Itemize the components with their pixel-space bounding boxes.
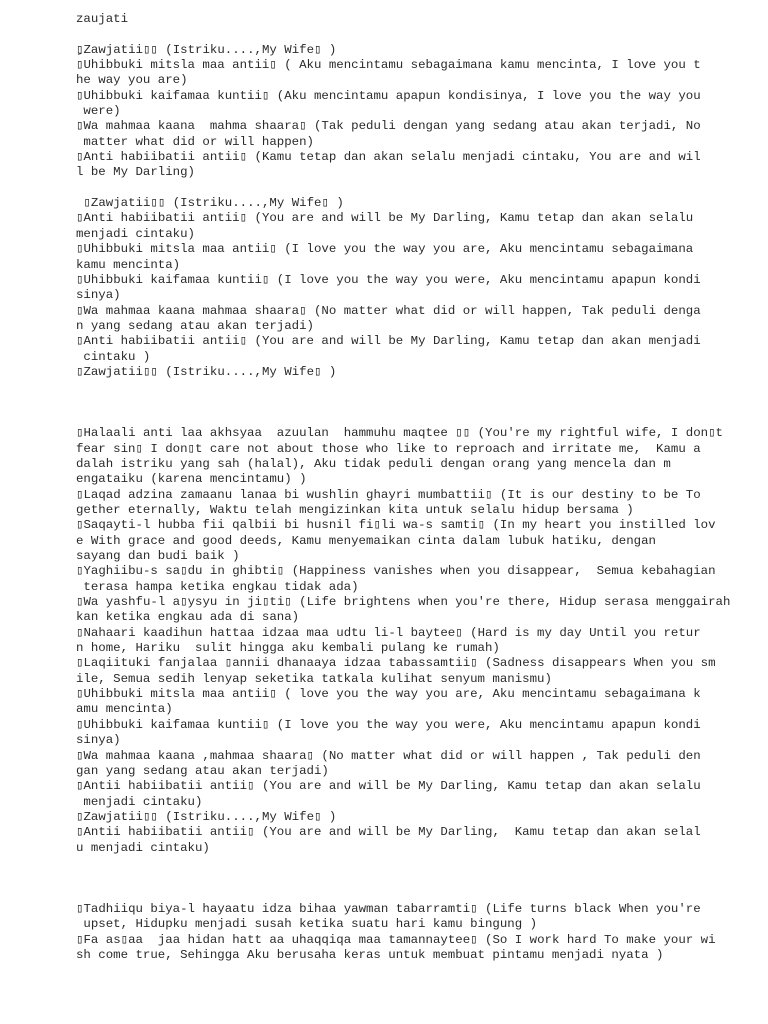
text-line bbox=[76, 411, 716, 426]
text-line: ▯Wa yashfu-l a▯ysyu in ji▯ti▯ (Life brightens when you're there, Hidup serasa menggairah bbox=[76, 595, 731, 610]
text-line: were) bbox=[76, 104, 121, 119]
text-line: ▯Yaghiibu-s sa▯du in ghibti▯ (Happiness vanishes when you disappear, Semua kebahagian bbox=[76, 564, 716, 579]
text-line: ▯Fa as▯aa jaa hidan hatt aa uhaqqiqa maa tamannaytee▯ (So I work hard To make your wi bbox=[76, 932, 716, 947]
text-line: n home, Hariku sulit hingga aku kembali pulang ke rumah) bbox=[76, 641, 500, 656]
text-line: ▯ِZawjatii▯▯ (Istriku....,My Wife▯ ) bbox=[76, 42, 337, 57]
text-line: sinya) bbox=[76, 288, 121, 303]
text-line: ▯Nahaari kaadihun hattaa idzaa maa udtu li-l baytee▯ (Hard is my day Until you retur bbox=[76, 625, 701, 640]
text-line: sayang dan budi baik ) bbox=[76, 549, 240, 564]
text-line bbox=[76, 27, 716, 42]
text-line: ▯Wa mahmaa kaana mahmaa shaara▯ (No matter what did or will happen, Tak peduli denga bbox=[76, 303, 701, 318]
document-page bbox=[76, 12, 731, 963]
text-line: ▯Uhibbuki kaifamaa kuntii▯ (I love you the way you were, Aku mencintamu apapun kondi bbox=[76, 717, 701, 732]
text-line: ▯Anti habiibatii antii▯ (Kamu tetap dan akan selalu menjadi cintaku, You are and wil bbox=[76, 150, 701, 165]
text-line bbox=[76, 380, 716, 395]
text-line: dalah istriku yang sah (halal), Aku tidak peduli dengan orang yang mencela dan m bbox=[76, 456, 671, 471]
text-line bbox=[76, 181, 716, 196]
text-line: ▯Anti habiibatii antii▯ (You are and will be My Darling, Kamu tetap dan akan selalu bbox=[76, 211, 694, 226]
text-line: ▯Laqad adzina zamaanu lanaa bi wushlin ghayri mumbattii▯ (It is our destiny to be To bbox=[76, 487, 701, 502]
text-line: menjadi cintaku) bbox=[76, 794, 203, 809]
text-line: ▯Antii habiibatii antii▯ (You are and will be My Darling, Kamu tetap dan akan selal bbox=[76, 825, 701, 840]
text-line: fear sin▯ I don▯t care not about those who like to reproach and irritate me, Kamu a bbox=[76, 441, 701, 456]
text-line bbox=[76, 856, 716, 871]
text-line: engataiku (karena mencintamu) ) bbox=[76, 472, 307, 487]
text-line: he way you are) bbox=[76, 73, 188, 88]
text-line: ▯Antii habiibatii antii▯ (You are and will be My Darling, Kamu tetap dan akan selalu bbox=[76, 779, 701, 794]
text-line: cintaku ) bbox=[76, 349, 151, 364]
text-line: upset, Hidupku menjadi susah ketika suatu hari kamu bingung ) bbox=[76, 917, 538, 932]
text-line: ▯Wa mahmaa kaana mahma shaara▯ (Tak peduli dengan yang sedang atau akan terjadi, No bbox=[76, 119, 701, 134]
text-line bbox=[76, 887, 716, 902]
text-line: ▯Halaali anti laa akhsyaa azuulan hammuhu maqtee ▯▯ (You're my rightful wife, I don▯t bbox=[76, 426, 723, 441]
text-line: ▯Uhibbuki kaifamaa kuntii▯ (Aku mencintamu apapun kondisinya, I love you the way you bbox=[76, 88, 701, 103]
text-line: kamu mencinta) bbox=[76, 257, 181, 272]
text-line: gan yang sedang atau akan terjadi) bbox=[76, 763, 329, 778]
text-line: ▯Zawjatii▯▯ (Istriku....,My Wife▯ ) bbox=[76, 809, 337, 824]
text-line: ▯Zawjatii▯▯ (Istriku....,My Wife▯ ) bbox=[76, 196, 344, 211]
text-line: kan ketika engkau ada di sana) bbox=[76, 610, 300, 625]
text-line: ▯Wa mahmaa kaana ,mahmaa shaara▯ (No matter what did or will happen , Tak peduli den bbox=[76, 748, 701, 763]
text-line: n yang sedang atau akan terjadi) bbox=[76, 318, 314, 333]
text-line: amu mencinta) bbox=[76, 702, 173, 717]
text-line: e With grace and good deeds, Kamu menyemaikan cinta dalam lubuk hatiku, dengan bbox=[76, 533, 656, 548]
text-line: sinya) bbox=[76, 733, 121, 748]
text-line: ▯Tadhiiqu biya-l hayaatu idza bihaa yawman tabarramti▯ (Life turns black When you're bbox=[76, 901, 701, 916]
text-line bbox=[76, 871, 716, 886]
text-line: sh come true, Sehingga Aku berusaha keras untuk membuat pintamu menjadi nyata ) bbox=[76, 947, 664, 962]
text-line: ▯Uhibbuki mitsla maa antii▯ (I love you the way you are, Aku mencintamu sebagaimana bbox=[76, 242, 694, 257]
text-line: ile, Semua sedih lenyap seketika tatkala kulihat senyum manismu) bbox=[76, 671, 552, 686]
text-line: ▯Uhibbuki mitsla maa antii▯ ( Aku mencintamu sebagaimana kamu mencinta, I love you t bbox=[76, 58, 701, 73]
text-line: zaujati bbox=[76, 12, 129, 26]
text-line: terasa hampa ketika engkau tidak ada) bbox=[76, 579, 359, 594]
text-line: ▯Saqayti-l hubba fii qalbii bi husnil fi▯li wa-s samti▯ (In my heart you instilled lov bbox=[76, 518, 716, 533]
text-line: ▯Uhibbuki kaifamaa kuntii▯ (I love you the way you were, Aku mencintamu apapun kondi bbox=[76, 272, 701, 287]
text-line: ▯Uhibbuki mitsla maa antii▯ ( love you the way you are, Aku mencintamu sebagaimana k bbox=[76, 687, 701, 702]
text-line: menjadi cintaku) bbox=[76, 226, 195, 241]
text-line: u menjadi cintaku) bbox=[76, 840, 210, 855]
text-line: ▯Zawjatii▯▯ (Istriku....,My Wife▯ ) bbox=[76, 364, 337, 379]
text-line: ▯Anti habiibatii antii▯ (You are and will be My Darling, Kamu tetap dan akan menjadi bbox=[76, 334, 701, 349]
text-line: l be My Darling) bbox=[76, 165, 195, 180]
text-line: ▯Laqiituki fanjalaa ▯annii dhanaaya idzaa tabassamtii▯ (Sadness disappears When you sm bbox=[76, 656, 716, 671]
text-line: gether eternally, Waktu telah mengizinkan kita untuk selalu hidup bersama ) bbox=[76, 503, 634, 517]
text-line bbox=[76, 396, 716, 411]
text-line: matter what did or will happen) bbox=[76, 134, 314, 149]
